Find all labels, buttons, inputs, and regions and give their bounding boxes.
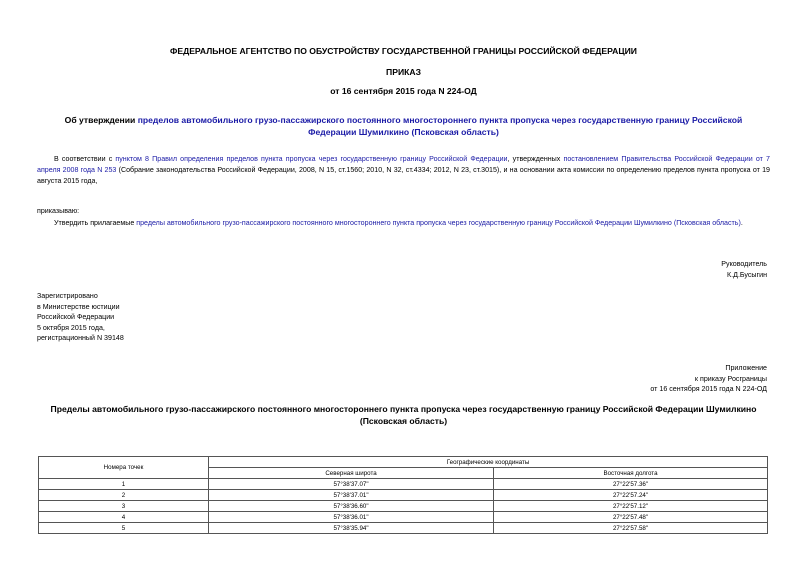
preamble-text-3: (Собрание законодательства Российской Федерации, 2008, N 15, ст.1560; 2010, N 32, ст.4334; 2012, N 23, ст.3015), и на основании акта комиссии по определению пределов пункта пропуска от 19 августа 2015 года, xyxy=(37,166,770,185)
orders-word: приказываю: xyxy=(37,207,80,215)
registration-line: в Министерстве юстиции xyxy=(37,302,120,311)
approve-paragraph xyxy=(54,219,770,227)
order-date: от 16 сентября 2015 года N 224-ОД xyxy=(330,86,477,96)
header-coords: Географические координаты xyxy=(209,457,768,468)
preamble-paragraph xyxy=(37,154,770,187)
point-number: 5 xyxy=(39,523,209,534)
registration-line: Российской Федерации xyxy=(37,313,115,322)
coordinates-table xyxy=(38,456,768,534)
point-number: 1 xyxy=(39,479,209,490)
point-longitude: 27°22'57.24" xyxy=(494,490,768,501)
approve-text-2: . xyxy=(740,219,743,227)
rules-link[interactable]: пунктом 8 Правил определения пределов пункта пропуска через государственную границу Российской Федерации xyxy=(115,155,508,163)
government-decree-link[interactable]: постановлением Правительства Российской Федерации от 7 апреля 2008 года N 253 xyxy=(37,155,770,174)
approve-text-1: Утвердить прилагаемые xyxy=(54,219,137,227)
table-row xyxy=(39,523,768,534)
annex-block xyxy=(650,363,767,395)
preamble-text-2: , утвержденных xyxy=(507,155,564,163)
order-word: ПРИКАЗ xyxy=(386,67,421,77)
point-longitude: 27°22'57.58" xyxy=(494,523,768,534)
registration-block xyxy=(37,291,124,344)
registration-line: Зарегистрировано xyxy=(37,292,98,300)
point-latitude: 57°38'35.94" xyxy=(209,523,494,534)
preamble-text-1: В соответствии с xyxy=(54,155,116,163)
signature-role: Руководитель xyxy=(721,260,767,268)
order-title-link[interactable]: пределов автомобильного грузо-пассажирского постоянного многостороннего пункта пропуска через государственную границу Российской Федерации Шумилкино (Псковская область) xyxy=(137,115,743,137)
signature-block xyxy=(721,259,767,281)
limits-link[interactable]: пределы автомобильного грузо-пассажирского постоянного многостороннего пункта пропуска через государственную границу Российской Федерации Шумилкино (Псковская область) xyxy=(136,219,741,227)
table-row xyxy=(39,501,768,512)
point-longitude: 27°22'57.12" xyxy=(494,501,768,512)
table-row xyxy=(39,512,768,523)
point-latitude: 57°38'37.01" xyxy=(209,490,494,501)
table-header-row xyxy=(39,457,768,468)
registration-line: регистрационный N 39148 xyxy=(37,334,124,343)
limits-title: Пределы автомобильного грузо-пассажирского постоянного многостороннего пункта пропуска через государственную границу Российской Федерации Шумилкино (Псковская область) xyxy=(50,404,757,426)
header-longitude: Восточная долгота xyxy=(494,468,768,479)
point-longitude: 27°22'57.48" xyxy=(494,512,768,523)
point-longitude: 27°22'57.36" xyxy=(494,479,768,490)
point-number: 4 xyxy=(39,512,209,523)
point-latitude: 57°38'36.01" xyxy=(209,512,494,523)
agency-name: ФЕДЕРАЛЬНОЕ АГЕНТСТВО ПО ОБУСТРОЙСТВУ ГОСУДАРСТВЕННОЙ ГРАНИЦЫ РОССИЙСКОЙ ФЕДЕРАЦИИ xyxy=(170,46,637,56)
table-row xyxy=(39,479,768,490)
annex-line: Приложение xyxy=(725,364,767,372)
registration-line: 5 октября 2015 года, xyxy=(37,323,105,332)
order-title-prefix: Об утверждении xyxy=(64,115,138,125)
point-number: 2 xyxy=(39,490,209,501)
header-points: Номера точек xyxy=(39,457,209,479)
annex-line: от 16 сентября 2015 года N 224-ОД xyxy=(650,385,767,394)
order-title xyxy=(50,114,757,138)
point-number: 3 xyxy=(39,501,209,512)
signature-name: К.Д.Бусыгин xyxy=(727,271,767,279)
header-latitude: Северная широта xyxy=(209,468,494,479)
annex-line: к приказу Росграницы xyxy=(694,374,767,383)
table-row xyxy=(39,490,768,501)
point-latitude: 57°38'36.60" xyxy=(209,501,494,512)
point-latitude: 57°38'37.07" xyxy=(209,479,494,490)
